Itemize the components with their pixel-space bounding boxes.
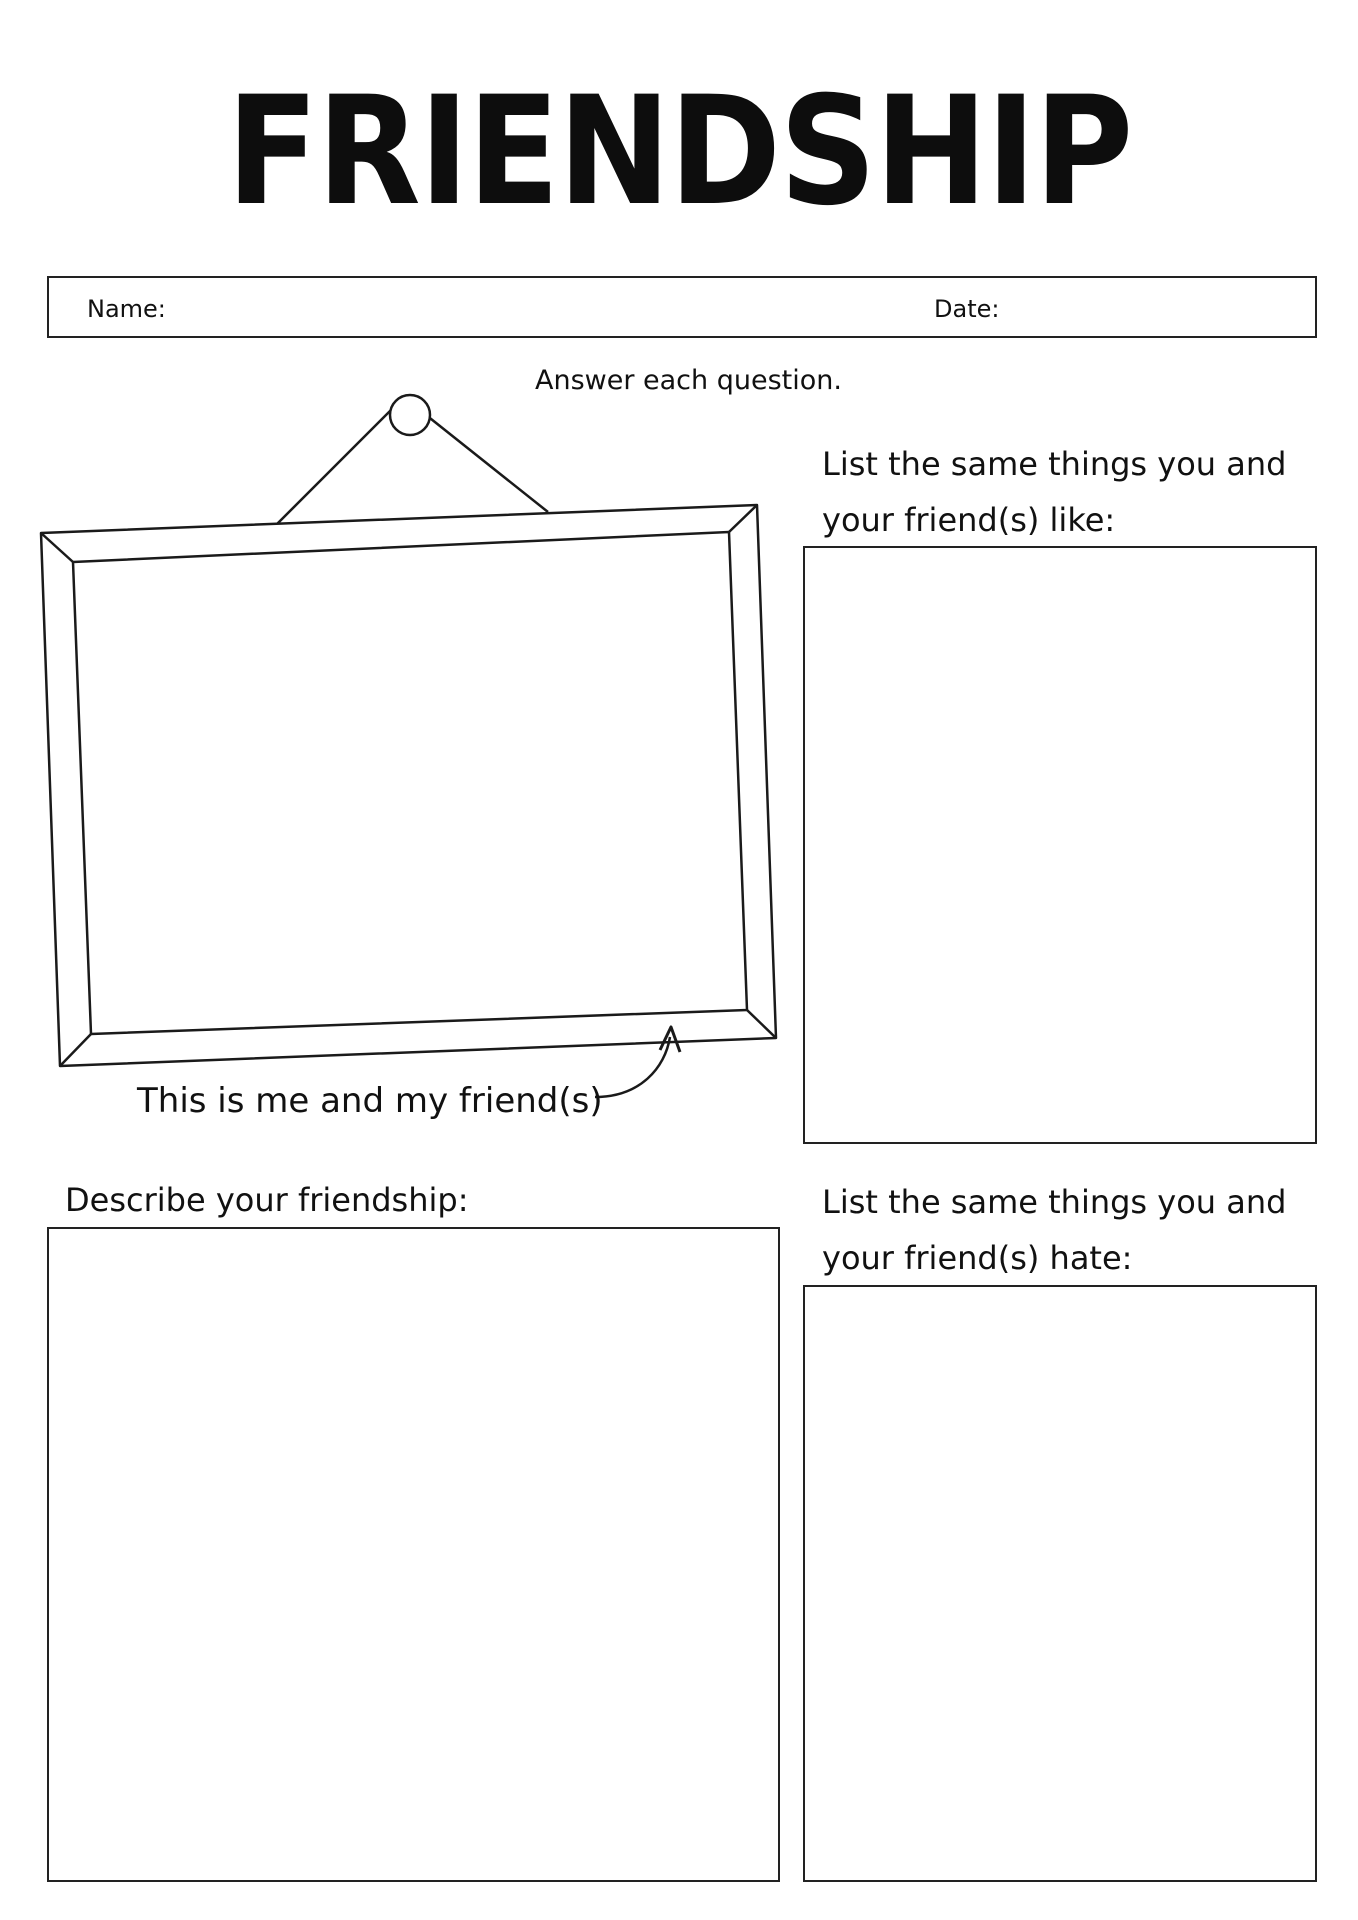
describe-prompt: Describe your friendship:: [65, 1181, 469, 1219]
date-label: Date:: [934, 295, 1000, 323]
frame-outer: [41, 505, 776, 1066]
likes-prompt-line2: your friend(s) like:: [822, 501, 1116, 539]
caption-arrow: [595, 1037, 670, 1097]
describe-answer-box[interactable]: [47, 1227, 780, 1882]
likes-answer-box[interactable]: [803, 546, 1317, 1144]
name-label: Name:: [87, 295, 166, 323]
worksheet-title: FRIENDSHIP: [226, 65, 1132, 239]
likes-prompt-line1: List the same things you and: [822, 445, 1287, 483]
instruction-text: Answer each question.: [535, 365, 842, 396]
nail-icon: [390, 395, 430, 435]
frame-caption: This is me and my friend(s): [137, 1081, 603, 1121]
hates-prompt-line1: List the same things you and: [822, 1183, 1287, 1221]
hates-answer-box[interactable]: [803, 1285, 1317, 1882]
hates-prompt-line2: your friend(s) hate:: [822, 1239, 1133, 1277]
